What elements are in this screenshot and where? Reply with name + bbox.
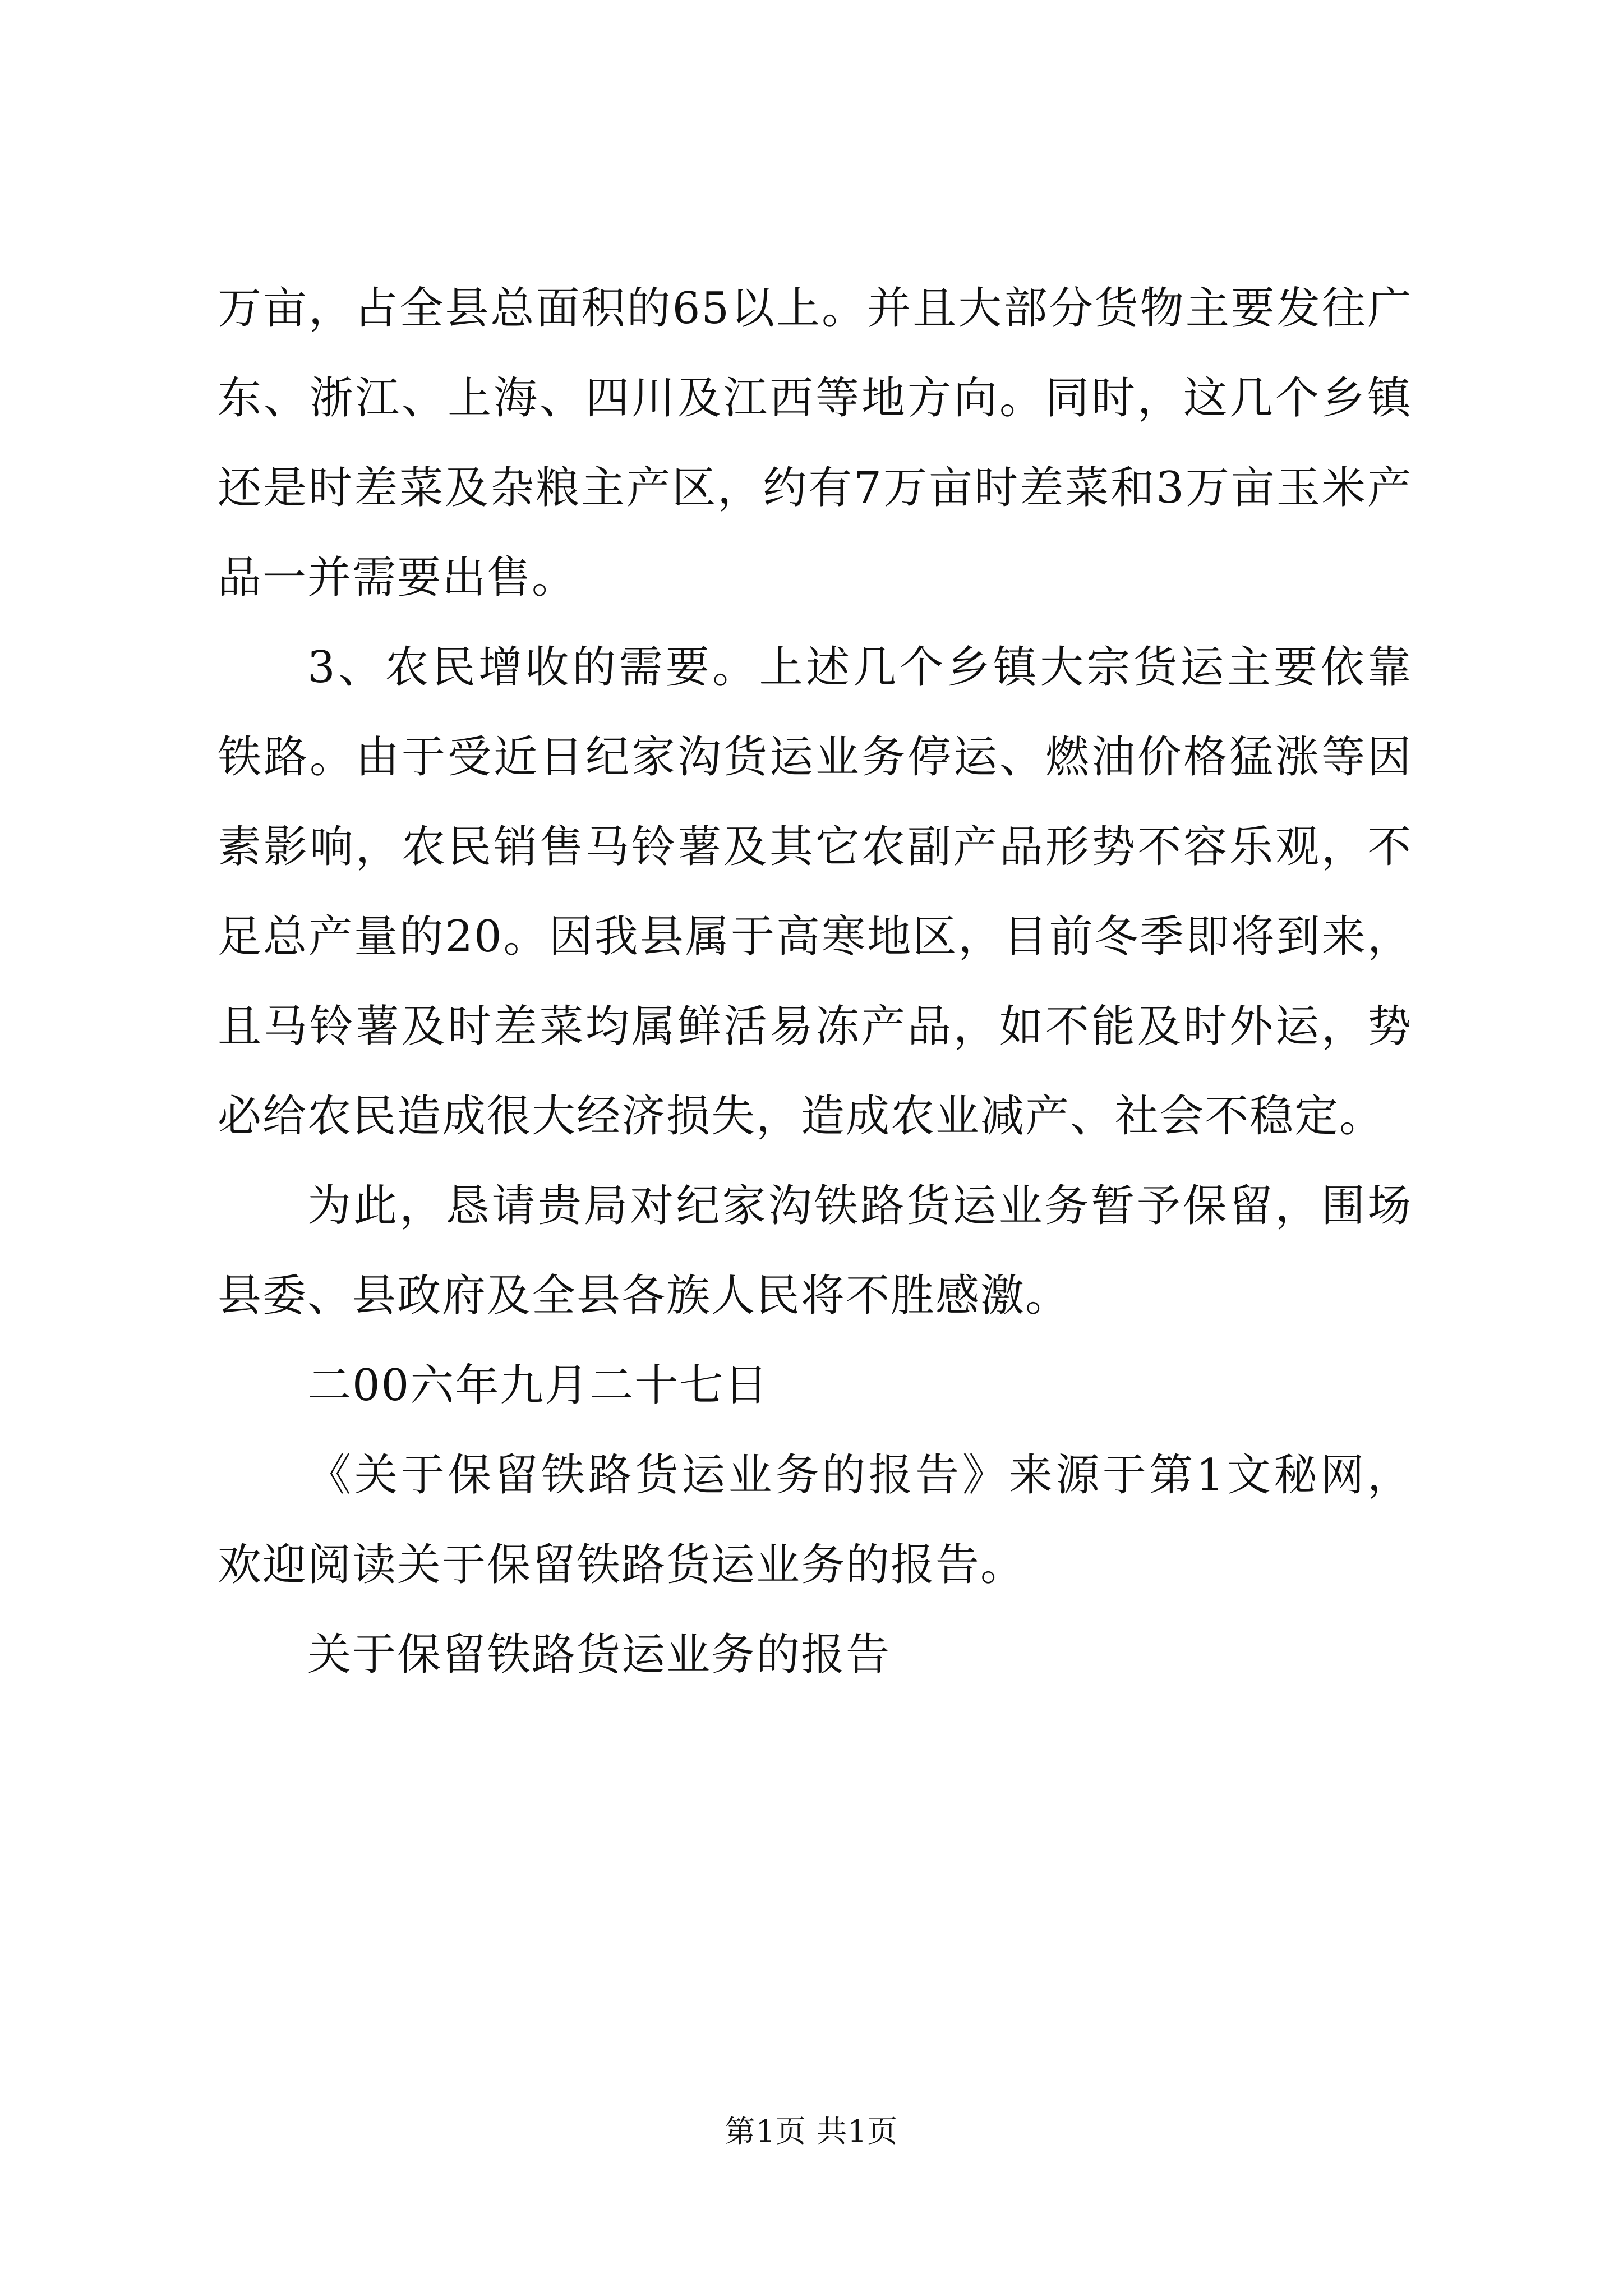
paragraph-continuation: 万亩，占全县总面积的65以上。并且大部分货物主要发往广东、浙江、上海、四川及江西等地方向。同时，这几个乡镇还是时差菜及杂粮主产区，约有7万亩时差菜和3万亩玉米产品一并需要出售。: [218, 283, 1412, 603]
paragraph-farmer-income: 3、农民增收的需要。上述几个乡镇大宗货运主要依靠铁路。由于受近日纪家沟货运业务停运、燃油价格猛涨等因素影响，农民销售马铃薯及其它农副产品形势不容乐观，不足总产量的20。因我县属于高寒地区，目前冬季即将到来，且马铃薯及时差菜均属鲜活易冻产品，如不能及时外运，势必给农民造成很大经济损失，造成农业减产、社会不稳定。: [218, 642, 1412, 1142]
paragraph-source-note: 《关于保留铁路货运业务的报告》来源于第1文秘网，欢迎阅读关于保留铁路货运业务的报告。: [218, 1450, 1412, 1590]
page-footer: [0, 2109, 1623, 2154]
document-body: [218, 264, 1412, 1700]
document-title-repeat: 关于保留铁路货运业务的报告: [307, 1630, 891, 1680]
page-number-label: 第1页 共1页: [725, 2114, 898, 2149]
document-date: 二00六年九月二十七日: [307, 1360, 769, 1411]
paragraph-request: 为此，恳请贵局对纪家沟铁路货运业务暂予保留，围场县委、县政府及全县各族人民将不胜感激。: [218, 1181, 1412, 1321]
